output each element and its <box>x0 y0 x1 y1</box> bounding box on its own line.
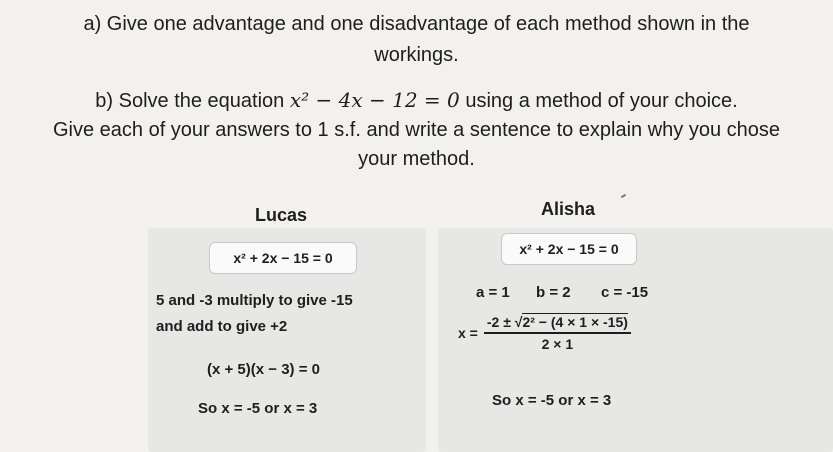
formula-denominator: 2 × 1 <box>541 336 574 352</box>
sqrt-symbol-icon: √ <box>514 314 523 330</box>
lucas-line2: and add to give +2 <box>156 318 288 335</box>
lucas-working-card <box>148 228 426 452</box>
question-part-b-line1 <box>0 90 833 111</box>
question-part-a-line2: workings. <box>374 44 459 66</box>
alisha-coef-a: a = 1 <box>476 284 510 301</box>
alisha-name: Alisha <box>541 199 596 219</box>
question-part-b-suffix: using a method of your choice. <box>465 90 738 112</box>
alisha-answer: So x = -5 or x = 3 <box>492 392 612 409</box>
alisha-working-card <box>438 228 833 452</box>
question-part-b-line2: Give each of your answers to 1 s.f. and write a sentence to explain why you chose <box>52 119 781 141</box>
lucas-line1: 5 and -3 multiply to give -15 <box>156 292 353 309</box>
alisha-coef-c: c = -15 <box>601 284 649 301</box>
formula-lhs: x = <box>458 325 478 341</box>
lucas-equation-box: x² + 2x − 15 = 0 <box>209 242 357 274</box>
question-equation: x² − 4x − 12 = 0 <box>289 88 460 112</box>
question-part-b-line3: your method. <box>358 148 475 170</box>
lucas-answer: So x = -5 or x = 3 <box>198 400 318 417</box>
formula-numerator <box>484 314 631 334</box>
pen-mark <box>621 194 626 198</box>
lucas-factorised: (x + 5)(x − 3) = 0 <box>207 361 320 378</box>
question-part-a-line1: a) Give one advantage and one disadvantage of each method shown in the <box>83 13 750 35</box>
formula-sqrt-body: 2² − (4 × 1 × -15) <box>522 314 628 330</box>
formula-fraction <box>484 314 631 352</box>
formula-num-prefix: -2 ± <box>486 314 511 330</box>
quadratic-formula <box>458 314 631 352</box>
lucas-name: Lucas <box>255 205 308 225</box>
question-part-b-prefix: b) Solve the equation <box>95 90 285 112</box>
alisha-coef-b: b = 2 <box>536 284 571 301</box>
alisha-equation-box: x² + 2x − 15 = 0 <box>501 233 637 265</box>
